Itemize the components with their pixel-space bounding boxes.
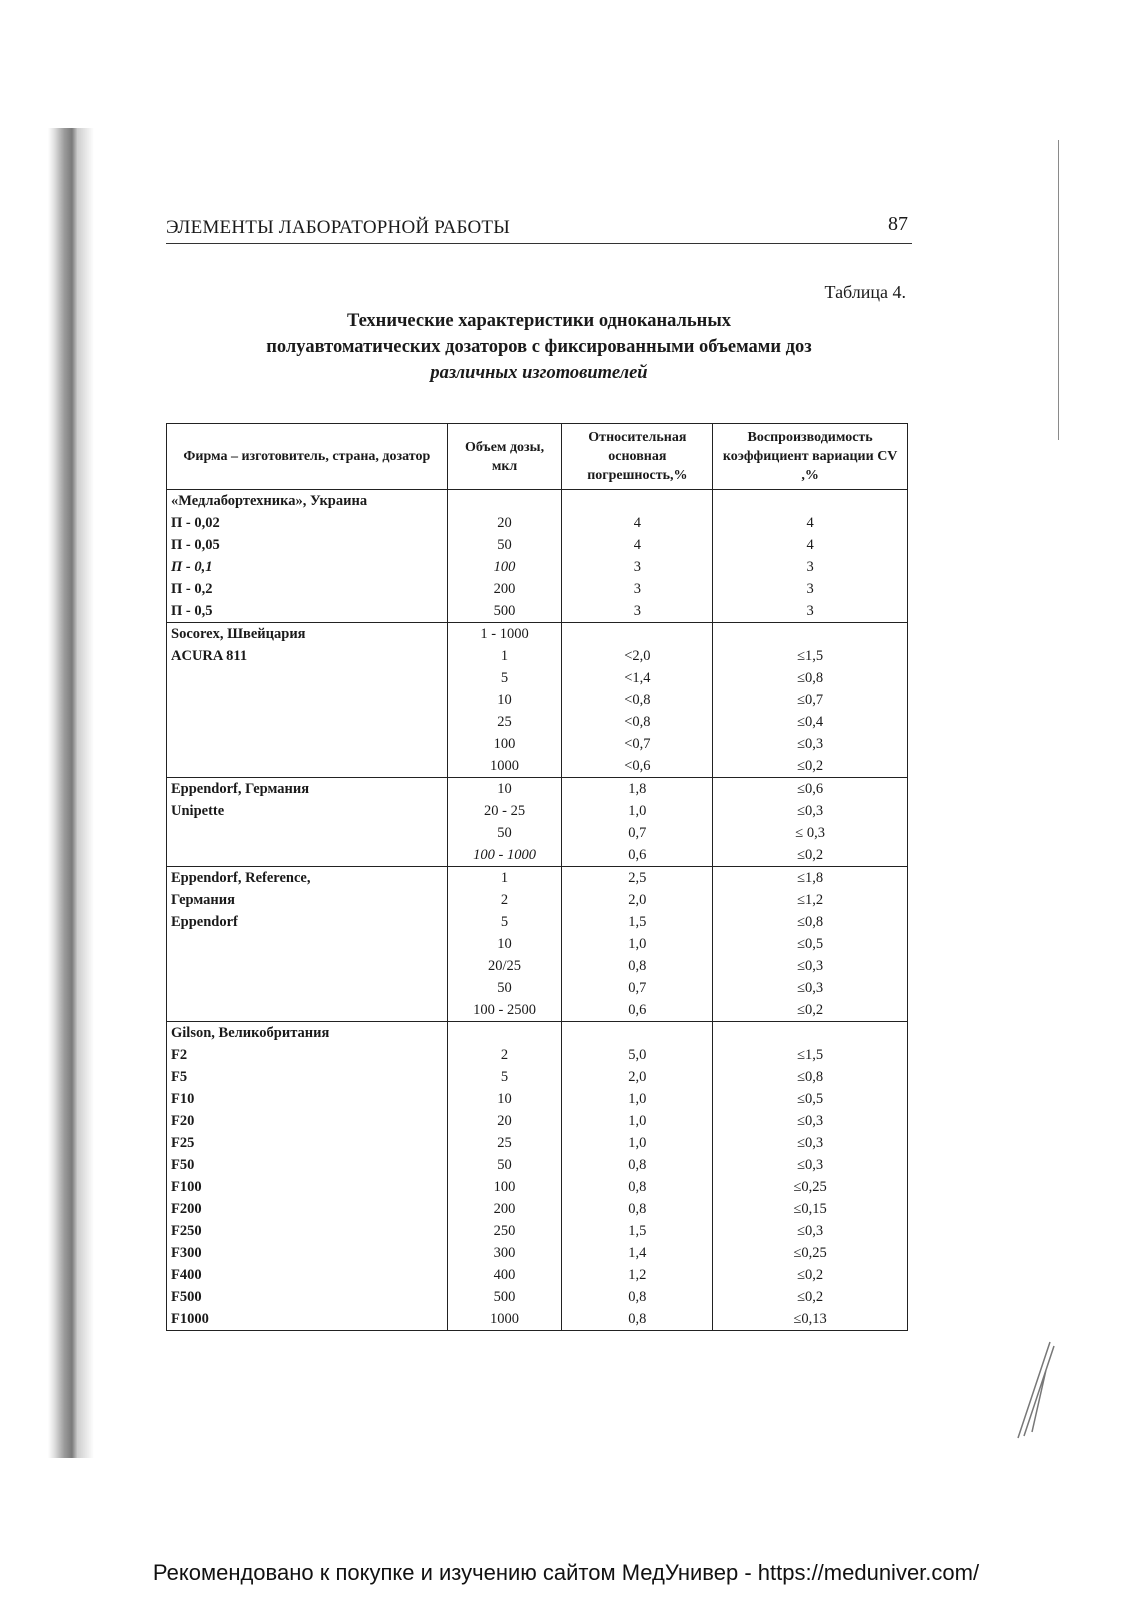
table-row xyxy=(167,867,908,890)
cell-volume: 25 xyxy=(447,711,562,733)
cell-model xyxy=(167,667,448,689)
cell-error: 1,8 xyxy=(562,778,713,801)
cell-volume: 100 - 2500 xyxy=(447,999,562,1022)
cell-error: 0,7 xyxy=(562,822,713,844)
cell-volume: 1 - 1000 xyxy=(447,623,562,646)
table-label: Таблица 4. xyxy=(824,282,906,302)
table-row xyxy=(167,755,908,778)
table-row xyxy=(167,1066,908,1088)
cell-model: Eppendorf xyxy=(167,911,448,933)
caption-line: различных изготовителей xyxy=(430,363,648,383)
cell-error: 2,5 xyxy=(562,867,713,890)
table-row xyxy=(167,955,908,977)
cell-error: 5,0 xyxy=(562,1044,713,1066)
cell-cv: ≤0,8 xyxy=(713,1066,908,1088)
table-row xyxy=(167,689,908,711)
cell-error: <0,8 xyxy=(562,711,713,733)
table-row xyxy=(167,933,908,955)
cell-volume: 250 xyxy=(447,1220,562,1242)
table-row xyxy=(167,1198,908,1220)
cell-model: F500 xyxy=(167,1286,448,1308)
cell-cv: 3 xyxy=(713,600,908,623)
cell-model: F200 xyxy=(167,1198,448,1220)
cell-volume: 5 xyxy=(447,667,562,689)
table-row xyxy=(167,999,908,1022)
section-title: ЭЛЕМЕНТЫ ЛАБОРАТОРНОЙ РАБОТЫ xyxy=(166,217,510,238)
table-row xyxy=(167,556,908,578)
cell-model: Германия xyxy=(167,889,448,911)
table-row xyxy=(167,1220,908,1242)
cell-cv: ≤ 0,3 xyxy=(713,822,908,844)
table-row xyxy=(167,578,908,600)
cell-cv: ≤0,3 xyxy=(713,955,908,977)
cell-cv xyxy=(713,490,908,513)
binding-gutter xyxy=(78,128,94,1458)
cell-error: 4 xyxy=(562,534,713,556)
table-row xyxy=(167,645,908,667)
cell-cv: ≤0,5 xyxy=(713,933,908,955)
cell-model: П - 0,5 xyxy=(167,600,448,623)
caption-line: Технические характеристики одноканальных xyxy=(346,311,732,331)
cell-error: 3 xyxy=(562,600,713,623)
cell-model xyxy=(167,689,448,711)
cell-model xyxy=(167,999,448,1022)
cell-volume: 500 xyxy=(447,600,562,623)
table-row xyxy=(167,490,908,513)
cell-error: 1,5 xyxy=(562,911,713,933)
book-binding-shadow xyxy=(48,128,78,1458)
table-row xyxy=(167,711,908,733)
cell-model: F10 xyxy=(167,1088,448,1110)
cell-volume: 100 xyxy=(447,733,562,755)
cell-error: 0,8 xyxy=(562,1154,713,1176)
cell-error: <2,0 xyxy=(562,645,713,667)
table-row xyxy=(167,1286,908,1308)
table-row xyxy=(167,977,908,999)
cell-cv: ≤0,2 xyxy=(713,999,908,1022)
cell-volume: 20 xyxy=(447,512,562,534)
cell-volume: 2 xyxy=(447,889,562,911)
cell-cv: ≤1,5 xyxy=(713,1044,908,1066)
table-row xyxy=(167,600,908,623)
cell-volume: 50 xyxy=(447,977,562,999)
cell-cv: ≤0,3 xyxy=(713,733,908,755)
cell-volume: 20 xyxy=(447,1110,562,1132)
cell-error: 1,0 xyxy=(562,800,713,822)
page-edge-line xyxy=(1058,140,1059,440)
table-row xyxy=(167,889,908,911)
cell-volume: 5 xyxy=(447,911,562,933)
pen-mark xyxy=(1010,1340,1056,1440)
cell-error: 1,4 xyxy=(562,1242,713,1264)
cell-model: Eppendorf, Reference, xyxy=(167,867,448,890)
header-volume: Объем дозы, мкл xyxy=(447,424,562,490)
cell-model xyxy=(167,755,448,778)
cell-cv: ≤0,2 xyxy=(713,844,908,867)
cell-error: 2,0 xyxy=(562,1066,713,1088)
dispenser-specs-table xyxy=(166,423,908,1331)
cell-model: F400 xyxy=(167,1264,448,1286)
cell-model: Unipette xyxy=(167,800,448,822)
header-error: Относительная основная погрешность,% xyxy=(562,424,713,490)
cell-volume: 1000 xyxy=(447,1308,562,1331)
table-row xyxy=(167,778,908,801)
cell-model: Eppendorf, Германия xyxy=(167,778,448,801)
cell-error: 4 xyxy=(562,512,713,534)
cell-cv: ≤0,8 xyxy=(713,667,908,689)
cell-cv xyxy=(713,1022,908,1045)
cell-error: 0,8 xyxy=(562,1176,713,1198)
cell-cv: ≤0,3 xyxy=(713,1220,908,1242)
cell-volume: 25 xyxy=(447,1132,562,1154)
cell-volume: 10 xyxy=(447,933,562,955)
cell-error: 0,8 xyxy=(562,1286,713,1308)
table-row xyxy=(167,1176,908,1198)
cell-error: 0,8 xyxy=(562,1308,713,1331)
cell-cv: ≤1,8 xyxy=(713,867,908,890)
cell-error: 3 xyxy=(562,556,713,578)
cell-error: <0,6 xyxy=(562,755,713,778)
cell-cv: ≤0,8 xyxy=(713,911,908,933)
running-head xyxy=(166,213,912,244)
cell-error: 1,0 xyxy=(562,933,713,955)
cell-cv: ≤0,2 xyxy=(713,1264,908,1286)
cell-volume: 10 xyxy=(447,778,562,801)
cell-volume xyxy=(447,1022,562,1045)
cell-volume: 200 xyxy=(447,1198,562,1220)
cell-error: 2,0 xyxy=(562,889,713,911)
cell-volume: 500 xyxy=(447,1286,562,1308)
cell-volume: 400 xyxy=(447,1264,562,1286)
cell-volume: 10 xyxy=(447,689,562,711)
cell-model: F50 xyxy=(167,1154,448,1176)
table-row xyxy=(167,1264,908,1286)
cell-cv: ≤0,25 xyxy=(713,1176,908,1198)
table-caption xyxy=(166,308,912,386)
header-cv: Воспроизводимость коэффициент вариации CV ,% xyxy=(713,424,908,490)
cell-error: <1,4 xyxy=(562,667,713,689)
table-row xyxy=(167,733,908,755)
cell-cv: ≤1,2 xyxy=(713,889,908,911)
table-row xyxy=(167,844,908,867)
cell-volume: 50 xyxy=(447,534,562,556)
cell-volume: 20 - 25 xyxy=(447,800,562,822)
cell-volume: 100 - 1000 xyxy=(447,844,562,867)
cell-cv: ≤0,2 xyxy=(713,1286,908,1308)
table-row xyxy=(167,800,908,822)
cell-cv: ≤0,25 xyxy=(713,1242,908,1264)
cell-error: <0,8 xyxy=(562,689,713,711)
cell-model: П - 0,05 xyxy=(167,534,448,556)
cell-model: F300 xyxy=(167,1242,448,1264)
table-row xyxy=(167,667,908,689)
cell-error: 0,6 xyxy=(562,999,713,1022)
cell-model: П - 0,1 xyxy=(167,556,448,578)
page-number: 87 xyxy=(888,213,908,235)
cell-error: 0,7 xyxy=(562,977,713,999)
cell-error xyxy=(562,623,713,646)
cell-volume: 1000 xyxy=(447,755,562,778)
table-row xyxy=(167,1022,908,1045)
cell-model: Gilson, Великобритания xyxy=(167,1022,448,1045)
cell-cv: ≤0,3 xyxy=(713,1154,908,1176)
cell-model: F25 xyxy=(167,1132,448,1154)
cell-error: 0,8 xyxy=(562,955,713,977)
cell-error xyxy=(562,1022,713,1045)
table-row xyxy=(167,1110,908,1132)
cell-cv: ≤0,3 xyxy=(713,800,908,822)
cell-model xyxy=(167,733,448,755)
cell-model: «Медлабортехника», Украина xyxy=(167,490,448,513)
cell-volume: 50 xyxy=(447,822,562,844)
cell-cv: ≤0,6 xyxy=(713,778,908,801)
cell-cv: ≤0,13 xyxy=(713,1308,908,1331)
table-row xyxy=(167,1088,908,1110)
table-row xyxy=(167,822,908,844)
cell-model: F100 xyxy=(167,1176,448,1198)
cell-error: 1,0 xyxy=(562,1110,713,1132)
caption-line: полуавтоматических дозаторов с фиксированными объемами доз xyxy=(266,337,812,357)
cell-error: 1,0 xyxy=(562,1132,713,1154)
cell-model xyxy=(167,844,448,867)
cell-volume: 1 xyxy=(447,867,562,890)
cell-model xyxy=(167,711,448,733)
cell-cv: ≤0,2 xyxy=(713,755,908,778)
cell-model: Socorex, Швейцария xyxy=(167,623,448,646)
cell-volume: 300 xyxy=(447,1242,562,1264)
footer-note: Рекомендовано к покупке и изучению сайтом МедУнивер - https://meduniver.com/ xyxy=(152,1560,980,1585)
cell-volume: 100 xyxy=(447,556,562,578)
table-row xyxy=(167,1242,908,1264)
table-row xyxy=(167,534,908,556)
cell-cv: ≤0,15 xyxy=(713,1198,908,1220)
cell-volume: 200 xyxy=(447,578,562,600)
cell-error xyxy=(562,490,713,513)
cell-model: F250 xyxy=(167,1220,448,1242)
cell-model xyxy=(167,955,448,977)
cell-cv: ≤0,4 xyxy=(713,711,908,733)
cell-error: 0,6 xyxy=(562,844,713,867)
cell-cv: ≤0,7 xyxy=(713,689,908,711)
cell-cv: 3 xyxy=(713,578,908,600)
cell-error: 0,8 xyxy=(562,1198,713,1220)
cell-error: 3 xyxy=(562,578,713,600)
cell-model xyxy=(167,933,448,955)
table-row xyxy=(167,1132,908,1154)
table-row xyxy=(167,1154,908,1176)
cell-error: 1,5 xyxy=(562,1220,713,1242)
table-row xyxy=(167,911,908,933)
cell-model: П - 0,02 xyxy=(167,512,448,534)
cell-volume xyxy=(447,490,562,513)
cell-cv: ≤0,3 xyxy=(713,1110,908,1132)
table-row xyxy=(167,512,908,534)
table-body xyxy=(167,490,908,1331)
cell-error: 1,0 xyxy=(562,1088,713,1110)
cell-volume: 10 xyxy=(447,1088,562,1110)
cell-model: F20 xyxy=(167,1110,448,1132)
cell-model: F1000 xyxy=(167,1308,448,1331)
header-manufacturer: Фирма – изготовитель, страна, дозатор xyxy=(167,424,448,490)
cell-volume: 1 xyxy=(447,645,562,667)
cell-cv: ≤0,3 xyxy=(713,977,908,999)
cell-model xyxy=(167,822,448,844)
cell-model xyxy=(167,977,448,999)
cell-model: П - 0,2 xyxy=(167,578,448,600)
cell-cv: ≤1,5 xyxy=(713,645,908,667)
cell-volume: 5 xyxy=(447,1066,562,1088)
cell-error: 1,2 xyxy=(562,1264,713,1286)
cell-cv: ≤0,3 xyxy=(713,1132,908,1154)
cell-volume: 20/25 xyxy=(447,955,562,977)
table-row xyxy=(167,1044,908,1066)
cell-model: F2 xyxy=(167,1044,448,1066)
cell-error: <0,7 xyxy=(562,733,713,755)
cell-cv: 4 xyxy=(713,534,908,556)
table-header-row xyxy=(167,424,908,490)
cell-cv: 4 xyxy=(713,512,908,534)
cell-model: F5 xyxy=(167,1066,448,1088)
cell-model: ACURA 811 xyxy=(167,645,448,667)
cell-cv xyxy=(713,623,908,646)
cell-volume: 2 xyxy=(447,1044,562,1066)
cell-cv: ≤0,5 xyxy=(713,1088,908,1110)
cell-volume: 50 xyxy=(447,1154,562,1176)
cell-cv: 3 xyxy=(713,556,908,578)
table-row xyxy=(167,623,908,646)
cell-volume: 100 xyxy=(447,1176,562,1198)
table-row xyxy=(167,1308,908,1331)
